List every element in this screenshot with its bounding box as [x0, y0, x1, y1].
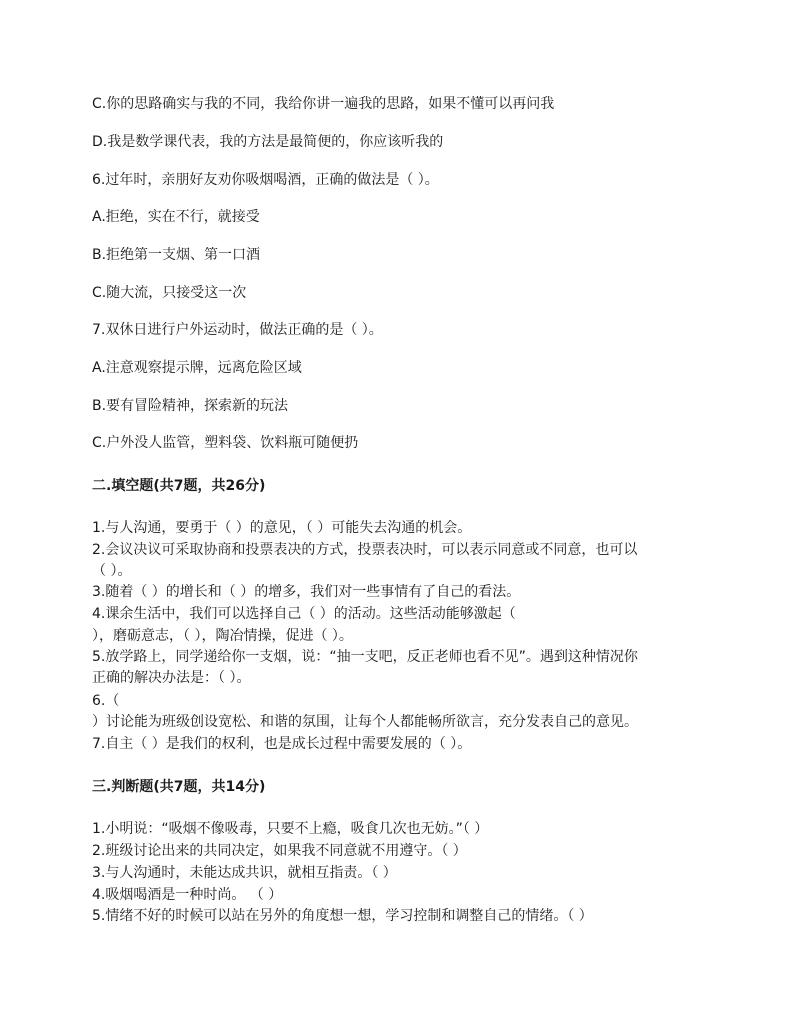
true-false-line: 2.班级讨论出来的共同决定，如果我不同意就不用遵守。（ ） [92, 843, 467, 859]
fill-blank-line: 3.随着（ ）的增长和（ ）的增多，我们对一些事情有了自己的看法。 [92, 584, 521, 600]
true-false-line: 3.与人沟通时，未能达成共识，就相互指责。（ ） [92, 865, 397, 881]
q7-option-c: C.户外没人监管，塑料袋、饮料瓶可随便扔 [92, 435, 359, 451]
fill-blank-line: ）讨论能为班级创设宽松、和谐的氛围，让每个人都能畅所欲言，充分发表自己的意见。 [92, 714, 638, 730]
q5-option-d: D.我是数学课代表，我的方法是最简便的，你应该听我的 [92, 134, 444, 150]
fill-blank-line: 2.会议决议可采取协商和投票表决的方式，投票表决时，可以表示同意或不同意，也可以 [92, 542, 638, 558]
q6-option-b: B.拒绝第一支烟、第一口酒 [92, 247, 261, 263]
fill-blank-line: 1.与人沟通，要勇于（ ）的意见，（ ）可能失去沟通的机会。 [92, 520, 472, 536]
true-false-line: 5.情绪不好的时候可以站在另外的角度想一想，学习控制和调整自己的情绪。（ ） [92, 908, 593, 924]
q6-option-c: C.随大流，只接受这一次 [92, 285, 247, 301]
fill-blank-line: 5.放学路上，同学递给你一支烟，说：“抽一支吧，反正老师也看不见”。遇到这种情况你 [92, 649, 638, 665]
fill-blank-line: 6.（ [92, 693, 120, 709]
q7-stem: 7.双休日进行户外运动时，做法正确的是（ ）。 [92, 322, 383, 338]
q6-option-a: A.拒绝，实在不行，就接受 [92, 209, 260, 225]
q7-option-a: A.注意观察提示牌，远离危险区域 [92, 360, 302, 376]
fill-blank-line: 4.课余生活中，我们可以选择自己（ ）的活动。这些活动能够激起（ [92, 606, 516, 622]
fill-blank-line: ），磨砺意志，（ ），陶冶情操，促进（ ）。 [92, 628, 353, 644]
fill-blank-line: （ ）。 [92, 563, 132, 579]
q6-stem: 6.过年时，亲朋好友劝你吸烟喝酒，正确的做法是（ ）。 [92, 172, 439, 188]
fill-blank-heading: 二.填空题(共7题，共26分) [92, 478, 266, 494]
fill-blank-line: 正确的解决办法是：（ ）。 [92, 670, 251, 686]
true-false-heading: 三.判断题(共7题，共14分) [92, 779, 266, 795]
true-false-line: 1.小明说：“吸烟不像吸毒，只要不上瘾，吸食几次也无妨。”（ ） [92, 821, 489, 837]
q5-option-c: C.你的思路确实与我的不同，我给你讲一遍我的思路，如果不懂可以再问我 [92, 96, 555, 112]
true-false-line: 4.吸烟喝酒是一种时尚。 （ ） [92, 887, 283, 903]
fill-blank-line: 7.自主（ ）是我们的权利，也是成长过程中需要发展的（ ）。 [92, 736, 472, 752]
q7-option-b: B.要有冒险精神，探索新的玩法 [92, 398, 289, 414]
